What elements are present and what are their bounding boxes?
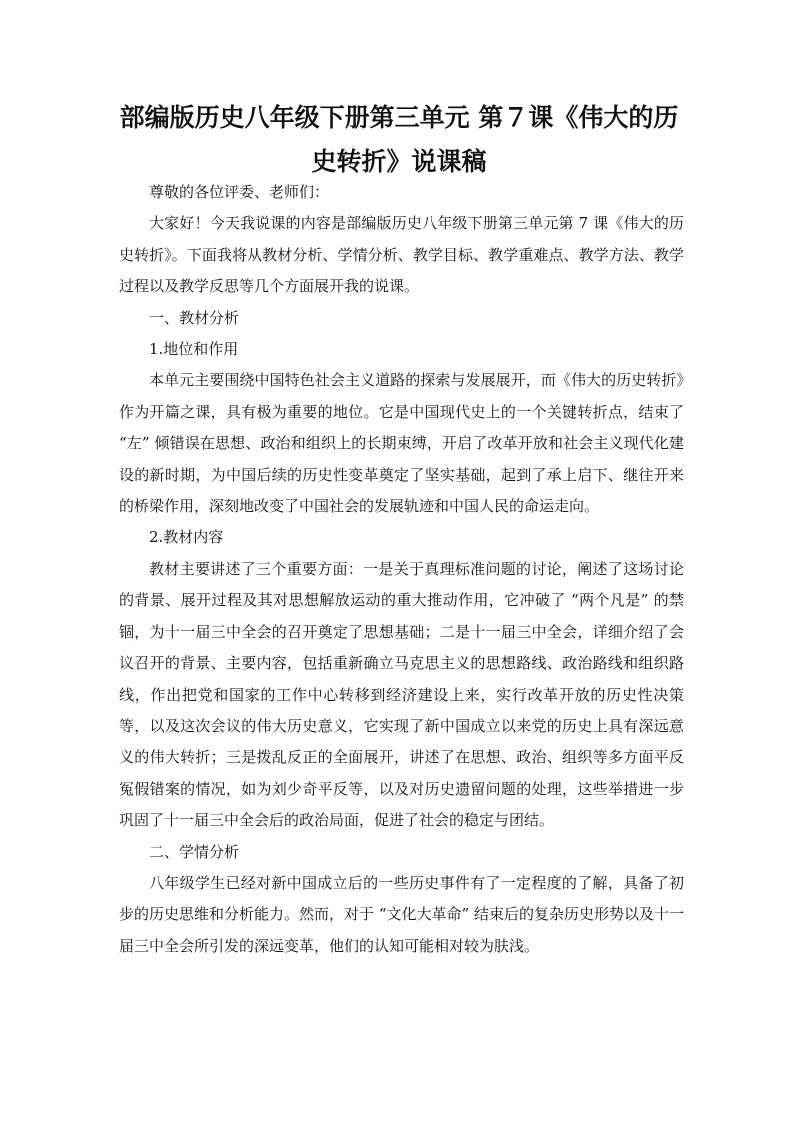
intro-paragraph: 大家好！今天我说课的内容是部编版历史八年级下册第三单元第 7 课《伟大的历史转折》。下面我将从教材分析、学情分析、教学目标、教学重难点、教学方法、教学过程以及教学反思等几个方面展开我的说课。	[119, 214, 684, 296]
section-heading-student-analysis: 二、学情分析	[149, 842, 240, 861]
position-role-paragraph: 本单元主要围绕中国特色社会主义道路的探索与发展展开，而《伟大的历史转折》作为开篇之课，具有极为重要的地位。它是中国现代史上的一个关键转折点，结束了 “左” 倾错误在思想、政治和组织上的长期束缚，开启了改革开放和社会主义现代化建设的新时期，为中国后续的历史性变革奠定了坚实基础，起到了承上启下、继往开来的桥梁作用，深刻地改变了中国社会的发展轨迹和中国人民的命运走向。	[119, 371, 684, 516]
subheading-position-role: 1.地位和作用	[149, 340, 239, 359]
subheading-textbook-content: 2.教材内容	[149, 528, 224, 547]
student-analysis-paragraph: 八年级学生已经对新中国成立后的一些历史事件有了一定程度的了解，具备了初步的历史思维和分析能力。然而，对于 “文化大革命” 结束后的复杂历史形势以及十一届三中全会所引发的深远变革，他们的认知可能相对较为肤浅。	[119, 873, 684, 955]
section-heading-textbook-analysis: 一、教材分析	[149, 308, 240, 327]
document-title: 部编版历史八年级下册第三单元 第７课《伟大的历史转折》说课稿	[119, 103, 679, 176]
greeting-paragraph: 尊敬的各位评委、老师们：	[149, 183, 330, 201]
textbook-content-paragraph: 教材主要讲述了三个重要方面：一是关于真理标准问题的讨论，阐述了这场讨论的背景、展开过程及其对思想解放运动的重大推动作用，它冲破了 “两个凡是” 的禁锢，为十一届三中全会的召开奠定了思想基础；二是十一届三中全会，详细介绍了会议召开的背景、主要内容，包括重新确立马克思主义的思想路线、政治路线和组织路线，作出把党和国家的工作中心转移到经济建设上来，实行改革开放的历史性决策等，以及这次会议的伟大历史意义，它实现了新中国成立以来党的历史上具有深远意义的伟大转折；三是拨乱反正的全面展开，讲述了在思想、政治、组织等多方面平反冤假错案的情况，如为刘少奇平反等，以及对历史遗留问题的处理，这些举措进一步巩固了十一届三中全会后的政治局面，促进了社会的稳定与团结。	[119, 559, 684, 830]
document-body	[119, 177, 684, 962]
